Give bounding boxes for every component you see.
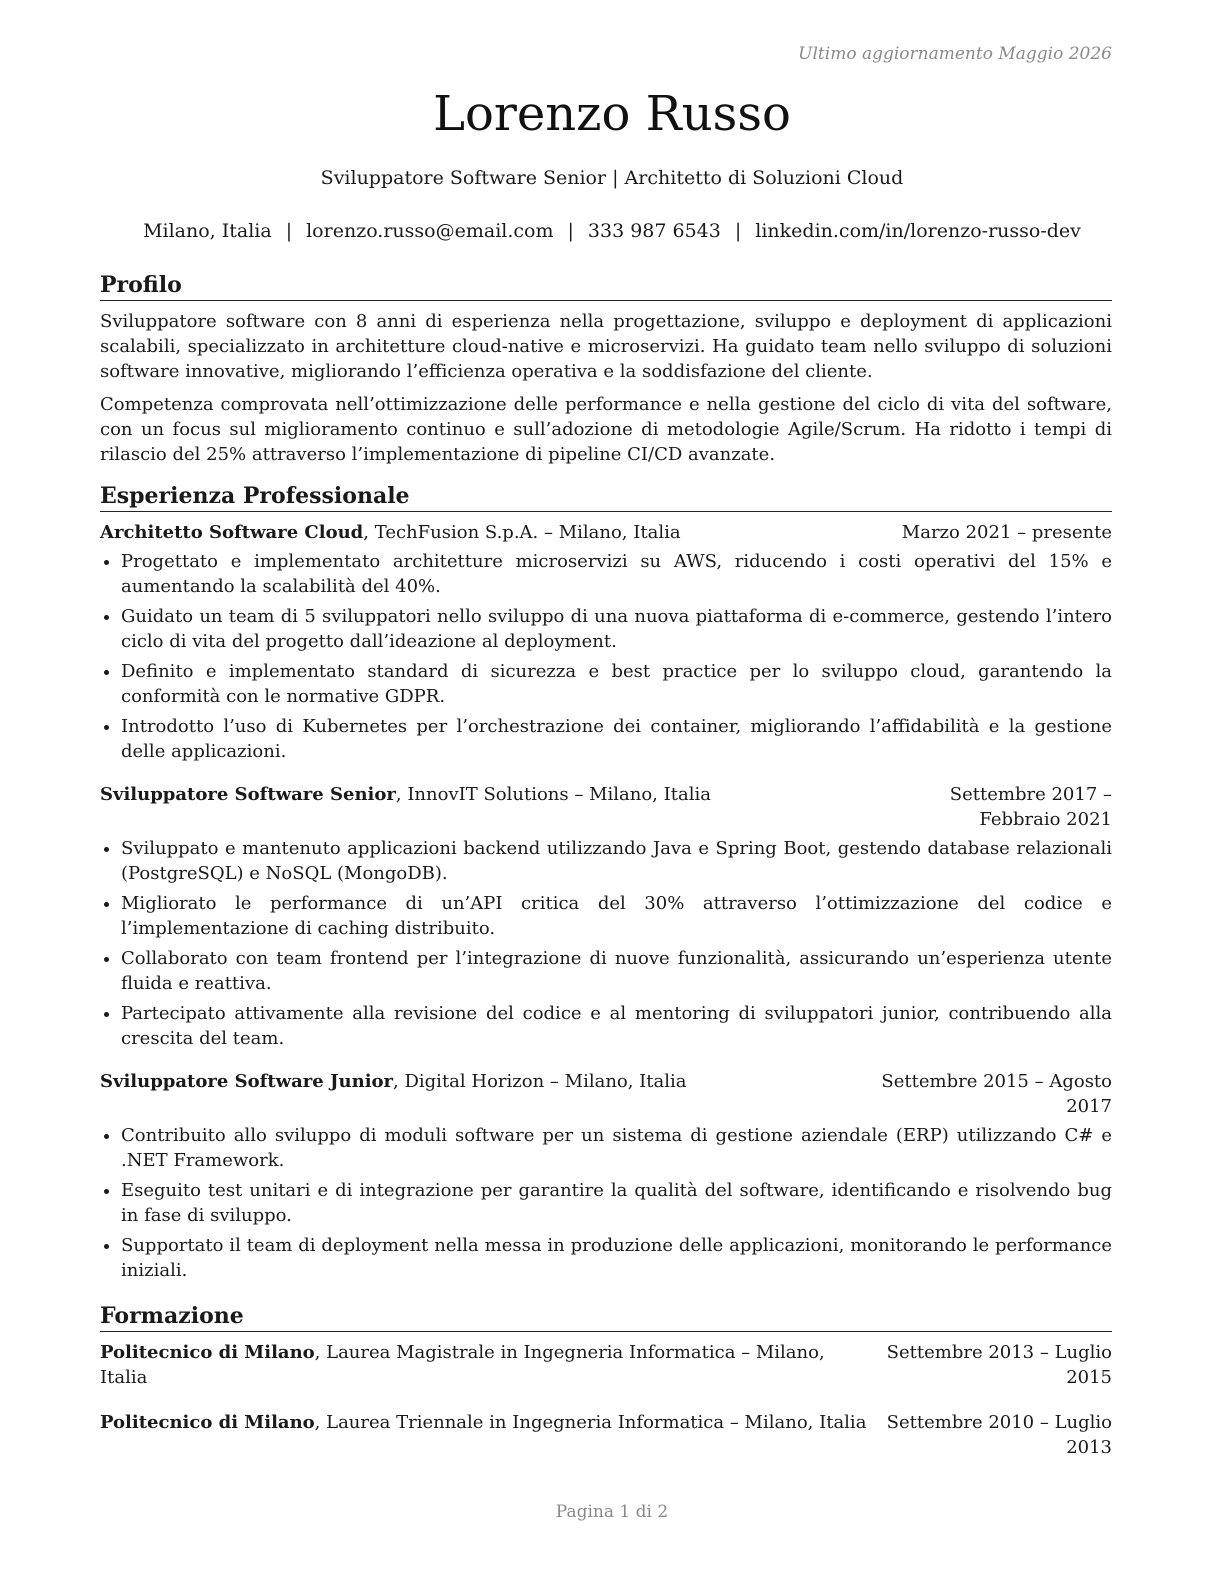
contact-line bbox=[0, 220, 1224, 242]
contact-linkedin[interactable]: linkedin.com/in/lorenzo-russo-dev bbox=[755, 220, 1081, 242]
job-bullet: • Migliorato le performance di un’API critica del 30% attraverso l’ottimizzazione del codice e l’implementazione di caching distribuito. bbox=[121, 891, 1112, 941]
job-company: , InnovIT Solutions – Milano, Italia bbox=[395, 784, 711, 805]
job-bullets bbox=[100, 549, 1112, 764]
profile-paragraph: Sviluppatore software con 8 anni di esperienza nella progettazione, sviluppo e deployment di applicazioni scalabili, specializzato in architetture cloud-native e microservizi. Ha guidato team nello sviluppo di soluzioni software innovative, migliorando l’efficienza operativa e la soddisfazione del cliente. bbox=[100, 311, 1112, 382]
last-updated: Ultimo aggiornamento Maggio 2026 bbox=[798, 44, 1112, 64]
section-title-education: Formazione bbox=[100, 1301, 1112, 1332]
job-header bbox=[100, 1069, 1112, 1119]
job-bullet: • Collaborato con team frontend per l’integrazione di nuove funzionalità, assicurando un’esperienza utente fluida e reattiva. bbox=[121, 946, 1112, 996]
contact-separator: | bbox=[734, 220, 742, 242]
resume-content bbox=[100, 270, 1112, 1480]
job-dates: Settembre 2017 – Febbraio 2021 bbox=[949, 784, 1112, 830]
education-degree: , Laurea Triennale in Ingegneria Informatica – Milano, Italia bbox=[314, 1412, 867, 1433]
job-bullet: • Contribuito allo sviluppo di moduli software per un sistema di gestione aziendale (ERP) utilizzando C# e .NET Framework. bbox=[121, 1123, 1112, 1173]
education-school: Politecnico di Milano bbox=[100, 1342, 315, 1363]
education-dates: Settembre 2013 – Luglio 2015 bbox=[886, 1342, 1112, 1388]
job-dates: Marzo 2021 – presente bbox=[901, 522, 1112, 543]
job-header bbox=[100, 520, 1112, 545]
education-school: Politecnico di Milano bbox=[100, 1412, 315, 1433]
candidate-subtitle: Sviluppatore Software Senior | Architetto di Soluzioni Cloud bbox=[320, 167, 904, 189]
education-header bbox=[100, 1340, 1112, 1390]
education-entry bbox=[100, 1340, 1112, 1390]
profile-section bbox=[100, 270, 1112, 467]
job-bullet: • Supportato il team di deployment nella messa in produzione delle applicazioni, monitorando le performance iniziali. bbox=[121, 1233, 1112, 1283]
job-company: , TechFusion S.p.A. – Milano, Italia bbox=[363, 522, 681, 543]
job-dates: Settembre 2015 – Agosto 2017 bbox=[881, 1071, 1112, 1117]
job-header bbox=[100, 782, 1112, 832]
page-number: Pagina 1 di 2 bbox=[555, 1502, 669, 1522]
profile-paragraph: Competenza comprovata nell’ottimizzazione delle performance e nella gestione del ciclo di vita del software, con un focus sul miglioramento continuo e sull’adozione di metodologie Agile/Scrum. Ha ridotto i tempi di rilascio del 25% attraverso l’implementazione di pipeline CI/CD avanzate. bbox=[100, 394, 1112, 465]
job-role: Sviluppatore Software Senior bbox=[100, 784, 396, 805]
contact-email[interactable]: lorenzo.russo@email.com bbox=[306, 220, 554, 242]
education-dates: Settembre 2010 – Luglio 2013 bbox=[886, 1412, 1112, 1458]
job-role: Architetto Software Cloud bbox=[100, 522, 364, 543]
education-section bbox=[100, 1301, 1112, 1460]
job-bullet: • Eseguito test unitari e di integrazione per garantire la qualità del software, identificando e risolvendo bug in fase di sviluppo. bbox=[121, 1178, 1112, 1228]
job-company: , Digital Horizon – Milano, Italia bbox=[393, 1071, 687, 1092]
job-bullet: • Guidato un team di 5 sviluppatori nello sviluppo di una nuova piattaforma di e-commerce, gestendo l’intero ciclo di vita del progetto dall’ideazione al deployment. bbox=[121, 604, 1112, 654]
section-title-profile: Profilo bbox=[100, 270, 1112, 301]
job-bullets bbox=[100, 1123, 1112, 1283]
education-entry bbox=[100, 1410, 1112, 1460]
job-entry bbox=[100, 782, 1112, 1051]
job-bullets bbox=[100, 836, 1112, 1051]
contact-separator: | bbox=[567, 220, 574, 242]
job-bullet: • Sviluppato e mantenuto applicazioni backend utilizzando Java e Spring Boot, gestendo database relazionali (PostgreSQL) e NoSQL (MongoDB). bbox=[121, 836, 1112, 886]
education-degree: , Laurea Magistrale in Ingegneria Informatica – Milano, Italia bbox=[100, 1342, 825, 1388]
job-bullet: • Partecipato attivamente alla revisione del codice e al mentoring di sviluppatori junior, contribuendo alla crescita del team. bbox=[121, 1001, 1112, 1051]
candidate-name: Lorenzo Russo bbox=[433, 86, 791, 142]
job-bullet: • Progettato e implementato architetture microservizi su AWS, riducendo i costi operativi del 15% e aumentando la scalabilità del 40%. bbox=[121, 549, 1112, 599]
job-bullet: • Definito e implementato standard di sicurezza e best practice per lo sviluppo cloud, garantendo la conformità con le normative GDPR. bbox=[121, 659, 1112, 709]
section-title-experience: Esperienza Professionale bbox=[100, 481, 1112, 512]
contact-phone[interactable]: 333 987 6543 bbox=[587, 220, 721, 242]
job-entry bbox=[100, 1069, 1112, 1283]
experience-section bbox=[100, 481, 1112, 1283]
contact-location: Milano, Italia bbox=[143, 220, 272, 242]
contact-separator: | bbox=[285, 220, 293, 242]
job-entry bbox=[100, 520, 1112, 764]
job-role: Sviluppatore Software Junior bbox=[100, 1071, 394, 1092]
education-header bbox=[100, 1410, 1112, 1460]
job-bullet: • Introdotto l’uso di Kubernetes per l’orchestrazione dei container, migliorando l’affidabilità e la gestione delle applicazioni. bbox=[121, 714, 1112, 764]
